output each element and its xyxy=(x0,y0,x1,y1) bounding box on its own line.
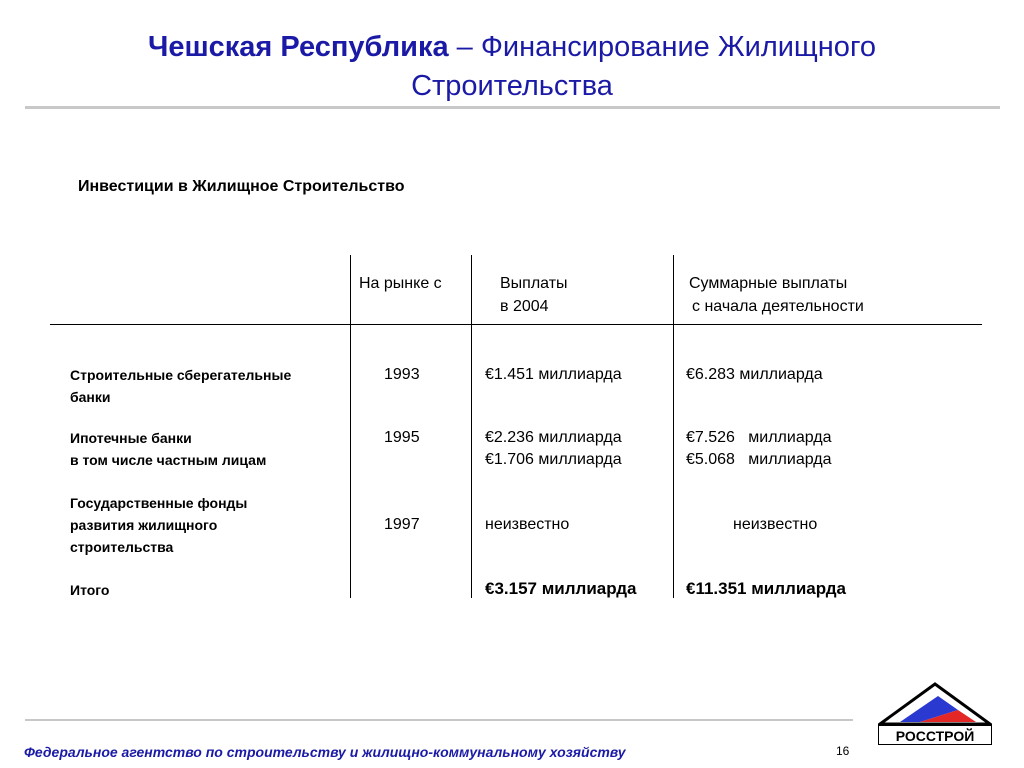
row-label: Ипотечные банки xyxy=(70,430,192,446)
row-total: €6.283 миллиарда xyxy=(686,366,823,383)
row-total: €5.068 миллиарда xyxy=(686,451,832,468)
footer-agency: Федеральное агентство по строительству и жилищно-коммунальному хозяйству xyxy=(24,744,626,760)
row-pay: €1.706 миллиарда xyxy=(485,451,622,468)
row-year: 1993 xyxy=(384,366,420,383)
col-header-sum-line2: с начала деятельности xyxy=(692,298,864,315)
footer-divider xyxy=(25,719,853,721)
col-header-market: На рынке с xyxy=(359,275,442,292)
row-total: неизвестно xyxy=(733,516,818,533)
row-year: 1995 xyxy=(384,429,420,446)
title-rest: – Финансирование Жилищного xyxy=(448,31,877,63)
col-header-sum-line1: Суммарные выплаты xyxy=(689,275,848,292)
row-pay: €1.451 миллиарда xyxy=(485,366,622,383)
page-number: 16 xyxy=(836,744,850,758)
title-line2: Строительства xyxy=(411,70,613,102)
row-pay: €2.236 миллиарда xyxy=(485,429,622,446)
row-label-total: Итого xyxy=(70,582,110,598)
row-label: в том числе частным лицам xyxy=(70,452,267,468)
column-divider-3 xyxy=(673,255,674,598)
header-divider xyxy=(50,324,982,325)
row-year: 1997 xyxy=(384,516,420,533)
col-header-pay-line2: в 2004 xyxy=(500,298,549,315)
row-pay-total: €3.157 миллиарда xyxy=(485,579,637,598)
title-bold: Чешская Республика xyxy=(147,31,449,63)
row-total: €7.526 миллиарда xyxy=(686,429,832,446)
section-subtitle: Инвестиции в Жилищное Строительство xyxy=(78,178,405,195)
row-total-total: €11.351 миллиарда xyxy=(686,579,846,598)
row-label: Государственные фонды развития жилищного строительства xyxy=(70,495,248,555)
row-pay: неизвестно xyxy=(485,516,570,533)
column-divider-2 xyxy=(471,255,472,598)
title-divider xyxy=(25,106,1000,109)
logo-text: РОССТРОЙ xyxy=(878,725,992,745)
column-divider-1 xyxy=(350,255,351,598)
page-title xyxy=(0,28,1024,106)
row-label: Строительные сберегательные банки xyxy=(70,367,292,405)
col-header-pay-line1: Выплаты xyxy=(500,275,568,292)
